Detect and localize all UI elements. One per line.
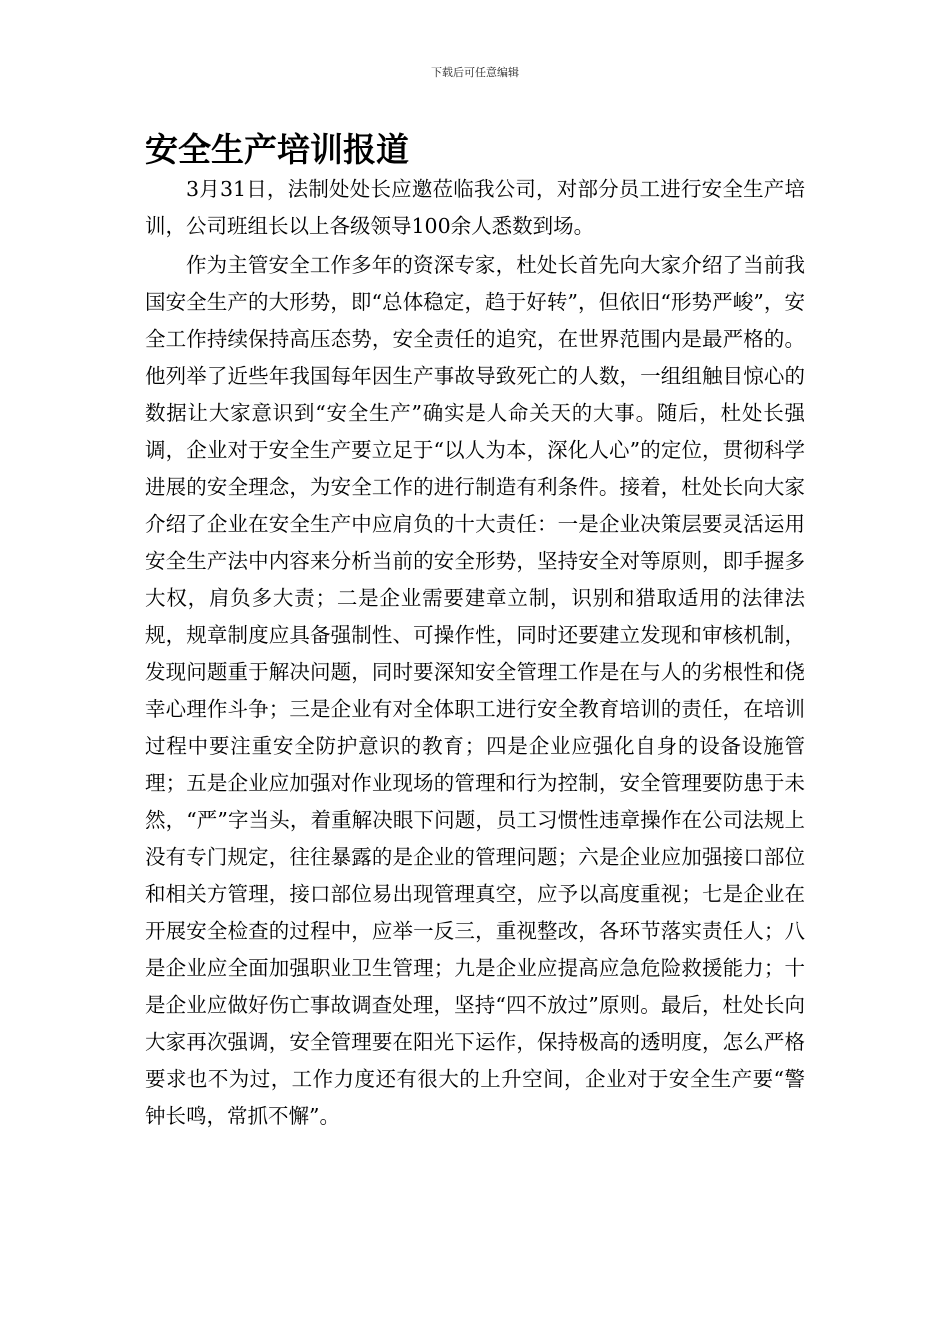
article-paragraph-1: 3月31日，法制处处长应邀莅临我公司，对部分员工进行安全生产培训，公司班组长以上各级领导100余人悉数到场。 — [145, 177, 805, 238]
page-header-note: 下载后可任意编辑 — [431, 66, 519, 79]
article-title: 安全生产培训报道 — [145, 130, 409, 169]
article-paragraph-2: 作为主管安全工作多年的资深专家，杜处长首先向大家介绍了当前我国安全生产的大形势，即“总体稳定，趋于好转”，但依旧“形势严峻”，安全工作持续保持高压态势，安全责任的追究，在世界范围内是最严格的。他列举了近些年我国每年因生产事故导致死亡的人数，一组组触目惊心的数据让大家意识到“安全生产”确实是人命关天的大事。随后，杜处长强调，企业对于安全生产要立足于“以人为本，深化人心”的定位，贯彻科学进展的安全理念，为安全工作的进行制造有利条件。接着，杜处长向大家介绍了企业在安全生产中应肩负的十大责任：一是企业决策层要灵活运用安全生产法中内容来分析当前的安全形势，坚持安全对等原则，即手握多大权，肩负多大责；二是企业需要建章立制，识别和猎取适用的法律法规，规章制度应具备强制性、可操作性，同时还要建立发现和审核机制，发现问题重于解决问题，同时要深知安全管理工作是在与人的劣根性和侥幸心理作斗争；三是企业有对全体职工进行安全教育培训的责任，在培训过程中要注重安全防护意识的教育；四是企业应强化自身的设备设施管理；五是企业应加强对作业现场的管理和行为控制，安全管理要防患于未然，“严”字当头，着重解决眼下问题，员工习惯性违章操作在公司法规上没有专门规定，往往暴露的是企业的管理问题；六是企业应加强接口部位和相关方管理，接口部位易出现管理真空，应予以高度重视；七是企业在开展安全检查的过程中，应举一反三，重视整改，各环节落实责任人；八是企业应全面加强职业卫生管理；九是企业应提高应急危险救援能力；十是企业应做好伤亡事故调查处理，坚持“四不放过”原则。最后，杜处长向大家再次强调，安全管理要在阳光下运作，保持极高的透明度，怎么严格要求也不为过，工作力度还有很大的上升空间，企业对于安全生产要“警钟长鸣，常抓不懈”。 — [145, 253, 805, 1128]
article — [145, 128, 805, 1135]
